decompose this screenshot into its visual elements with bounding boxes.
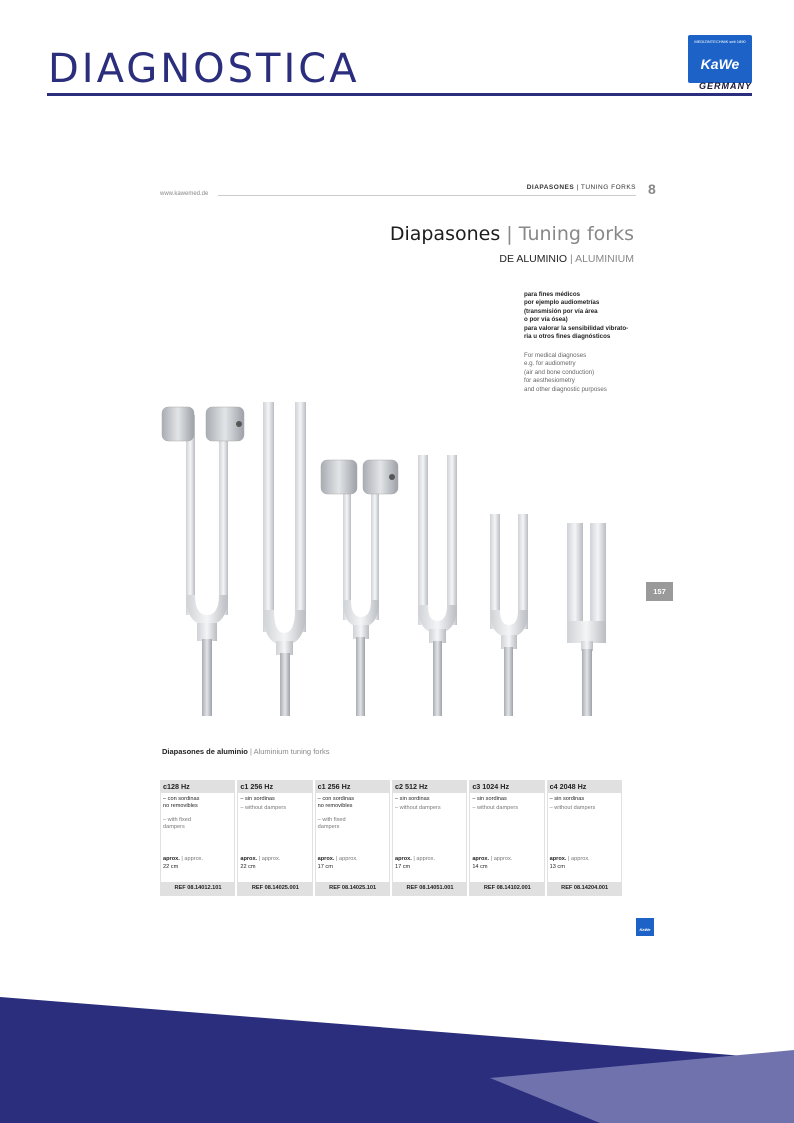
product-table	[160, 780, 622, 896]
product-desc-es: – con sordinas no removibles	[317, 796, 355, 809]
description-es	[524, 291, 644, 341]
product-column	[469, 780, 544, 896]
desc-es-line: (transmisión por vía área	[524, 307, 598, 315]
fork-c3-1024	[490, 514, 528, 716]
logo-country: GERMANY	[698, 81, 752, 91]
desc-en-line: (air and bone conduction)	[524, 368, 595, 376]
product-ref: REF 08.14051.001	[393, 882, 467, 895]
product-desc-en: – without dampers	[549, 805, 596, 811]
product-desc-es: – sin sordinas	[472, 796, 507, 802]
subheading-en: ALUMINIUM	[575, 253, 634, 265]
section-label-en: TUNING FORKS	[580, 184, 636, 191]
product-desc-en: – without dampers	[394, 805, 441, 811]
product-desc-en: – without dampers	[240, 805, 287, 811]
heading-en: Tuning forks	[518, 223, 634, 245]
kawe-logo	[676, 35, 752, 91]
desc-es-line: o por vía ósea)	[524, 316, 568, 324]
size-label-es: aprox.	[317, 856, 335, 862]
product-frequency: c2 512 Hz	[393, 781, 466, 793]
product-heading: Diapasones | Tuning forks	[389, 223, 634, 245]
product-frequency: c1 256 Hz	[316, 781, 389, 793]
footer-wave	[0, 985, 794, 1123]
product-column	[547, 780, 622, 896]
side-page-tab: 157	[646, 582, 673, 601]
desc-es-line: para fines médicos	[524, 291, 581, 298]
product-ref: REF 08.14025.101	[316, 882, 390, 895]
size-length: 17 cm	[394, 863, 411, 870]
product-size: aprox. | approx. 13 cm	[549, 856, 590, 870]
fork-c2-512	[418, 455, 457, 716]
size-label-en: approx.	[339, 856, 358, 862]
section-label: DIAPASONES | TUNING FORKS	[526, 184, 636, 191]
page-title: DIAGNOSTICA	[48, 46, 360, 92]
product-ref: REF 08.14204.001	[548, 882, 622, 895]
size-length: 13 cm	[549, 863, 565, 870]
size-label-en: approx.	[416, 856, 436, 862]
small-kawe-logo: KaWe	[636, 918, 654, 936]
size-label-es: aprox.	[240, 856, 258, 862]
size-length: 22 cm	[163, 863, 179, 870]
product-column	[237, 780, 312, 896]
logo-brand: KaWe	[700, 56, 740, 72]
size-length: 22 cm	[240, 863, 256, 870]
product-size: aprox. | approx. 22 cm	[240, 856, 281, 870]
page-number: 8	[648, 181, 656, 197]
size-label-es: aprox.	[394, 856, 412, 862]
product-size: aprox. | approx. 22 cm	[163, 856, 204, 870]
desc-en-line: and other diagnostic purposes	[524, 385, 607, 393]
product-size: aprox. | approx. 17 cm	[394, 856, 436, 870]
desc-es-line: por ejemplo audiometrías	[524, 299, 600, 307]
size-label-es: aprox.	[472, 856, 490, 862]
product-column	[315, 780, 390, 896]
caption-es: Diapasones de aluminio	[162, 747, 248, 756]
desc-en-line: For medical diagnoses	[524, 352, 587, 359]
section-label-es: DIAPASONES	[526, 184, 575, 191]
product-ref: REF 08.14102.001	[470, 882, 544, 895]
desc-es-line: ria u otros fines diagnósticos	[524, 333, 611, 341]
heading-es: Diapasones	[389, 223, 501, 245]
subheading-es: DE ALUMINIO	[499, 253, 568, 265]
product-desc-es: – sin sordinas	[394, 796, 430, 802]
product-desc-es: – con sordinas no removibles	[163, 796, 200, 809]
title-underline	[47, 93, 752, 96]
product-desc-es: – sin sordinas	[240, 796, 275, 802]
tuning-forks-illustration	[150, 395, 630, 720]
product-subheading: DE ALUMINIO | ALUMINIUM	[499, 253, 634, 265]
size-label-en: approx.	[493, 856, 513, 862]
size-label-en: approx.	[184, 856, 204, 862]
table-caption: Diapasones de aluminio | Aluminium tuning forks	[162, 747, 330, 756]
product-desc-en: – with fixed dampers	[317, 817, 346, 830]
description-en	[524, 352, 644, 394]
product-desc-en: – with fixed dampers	[163, 817, 191, 830]
product-size: aprox. | approx. 17 cm	[317, 856, 358, 870]
desc-en-line: for aesthesiometry	[524, 377, 575, 385]
size-label-es: aprox.	[163, 856, 180, 862]
product-desc-en: – without dampers	[472, 805, 519, 811]
product-frequency: c1 256 Hz	[238, 781, 311, 793]
catalog-url: www.kawemed.de	[160, 191, 209, 197]
fork-c1-256	[263, 402, 306, 716]
product-size: aprox. | approx. 14 cm	[472, 856, 513, 870]
size-length: 14 cm	[472, 863, 488, 870]
size-label-en: approx.	[261, 856, 281, 862]
logo-tagline: MEDIZINTECHNIK seit 1890	[694, 39, 746, 44]
product-frequency: c4 2048 Hz	[548, 781, 621, 793]
logo-box	[688, 35, 752, 83]
fork-c1-256-with-dampers	[321, 460, 398, 716]
desc-es-line: para valorar la sensibilidad vibrato-	[524, 324, 629, 332]
product-column	[392, 780, 467, 896]
fork-c4-2048	[567, 523, 606, 716]
product-ref: REF 08.14012.101	[161, 882, 235, 895]
size-length: 17 cm	[317, 863, 333, 870]
catalog-header-rule	[218, 195, 636, 196]
caption-en: Aluminium tuning forks	[253, 747, 330, 756]
product-column	[160, 780, 235, 896]
product-frequency: c3 1024 Hz	[470, 781, 543, 793]
fork-c128-with-dampers	[162, 407, 244, 716]
product-frequency: c128 Hz	[161, 781, 234, 793]
product-desc-es: – sin sordinas	[549, 796, 585, 802]
size-label-en: approx.	[571, 856, 590, 862]
desc-en-line: e.g. for audiometry	[524, 360, 576, 368]
size-label-es: aprox.	[549, 856, 567, 862]
product-ref: REF 08.14025.001	[238, 882, 312, 895]
